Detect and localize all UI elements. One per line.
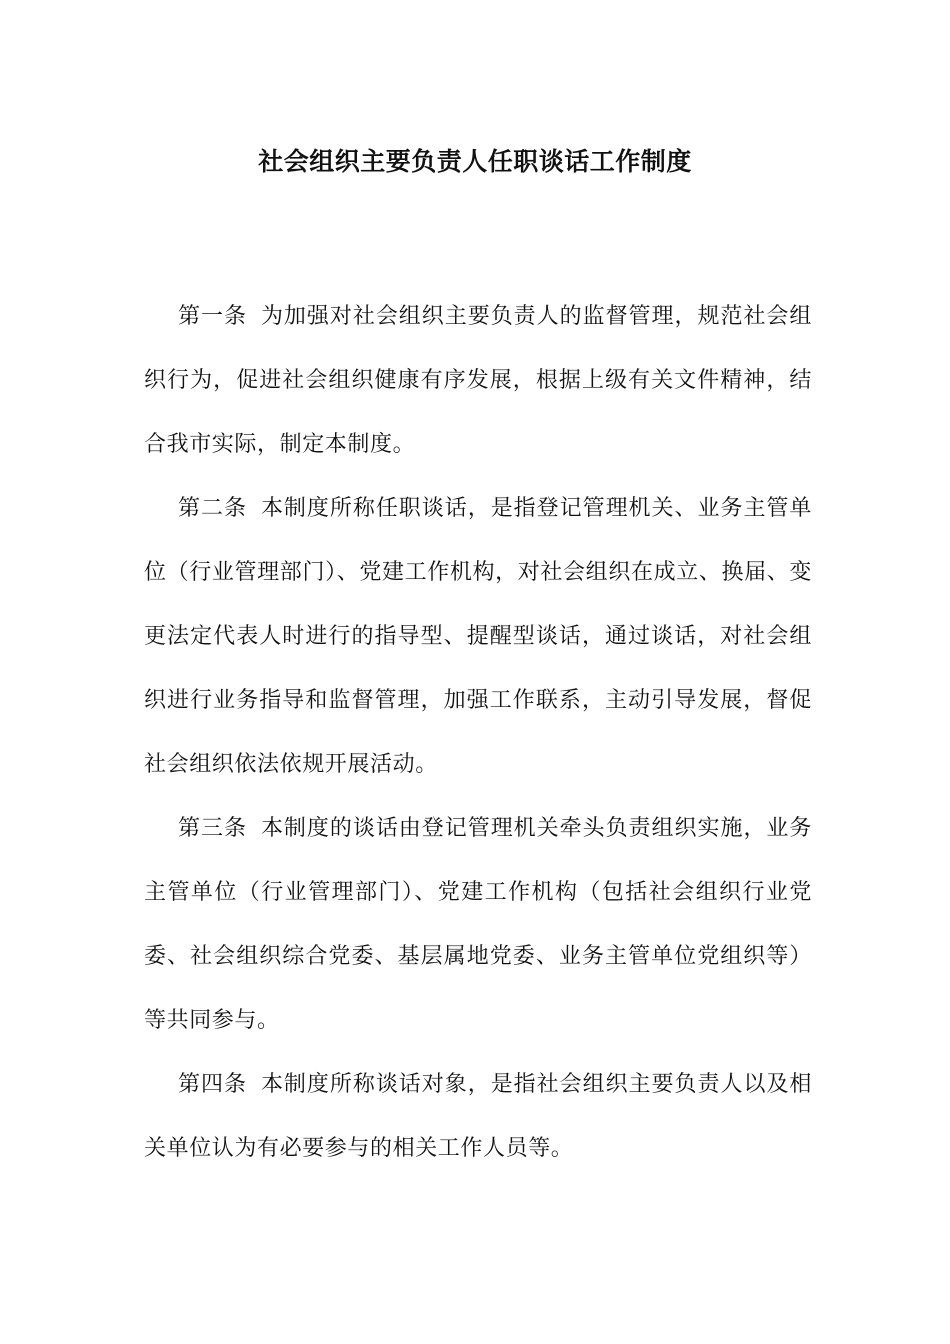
document-body bbox=[144, 285, 812, 1181]
article-heading: 第三条 bbox=[178, 816, 247, 841]
article-1 bbox=[144, 285, 812, 477]
article-text: 本制度所称谈话对象，是指社会组织主要负责人以及相关单位认为有必要参与的相关工作人员等。 bbox=[144, 1072, 812, 1161]
article-text: 本制度所称任职谈话，是指登记管理机关、业务主管单位（行业管理部门）、党建工作机构，对社会组织在成立、换届、变更法定代表人时进行的指导型、提醒型谈话，通过谈话，对社会组织进行业务指导和监督管理，加强工作联系，主动引导发展，督促社会组织依法依规开展活动。 bbox=[144, 496, 812, 777]
article-heading: 第二条 bbox=[178, 496, 247, 521]
article-heading: 第一条 bbox=[178, 304, 247, 329]
article-4 bbox=[144, 1053, 812, 1181]
article-text: 本制度的谈话由登记管理机关牵头负责组织实施，业务主管单位（行业管理部门）、党建工作机构（包括社会组织行业党委、社会组织综合党委、基层属地党委、业务主管单位党组织等）等共同参与。 bbox=[144, 816, 812, 1033]
document-title: 社会组织主要负责人任职谈话工作制度 bbox=[258, 147, 692, 176]
article-2 bbox=[144, 477, 812, 797]
article-3 bbox=[144, 797, 812, 1053]
article-text: 为加强对社会组织主要负责人的监督管理，规范社会组织行为，促进社会组织健康有序发展，根据上级有关文件精神，结合我市实际，制定本制度。 bbox=[144, 304, 812, 457]
article-heading: 第四条 bbox=[178, 1072, 247, 1097]
